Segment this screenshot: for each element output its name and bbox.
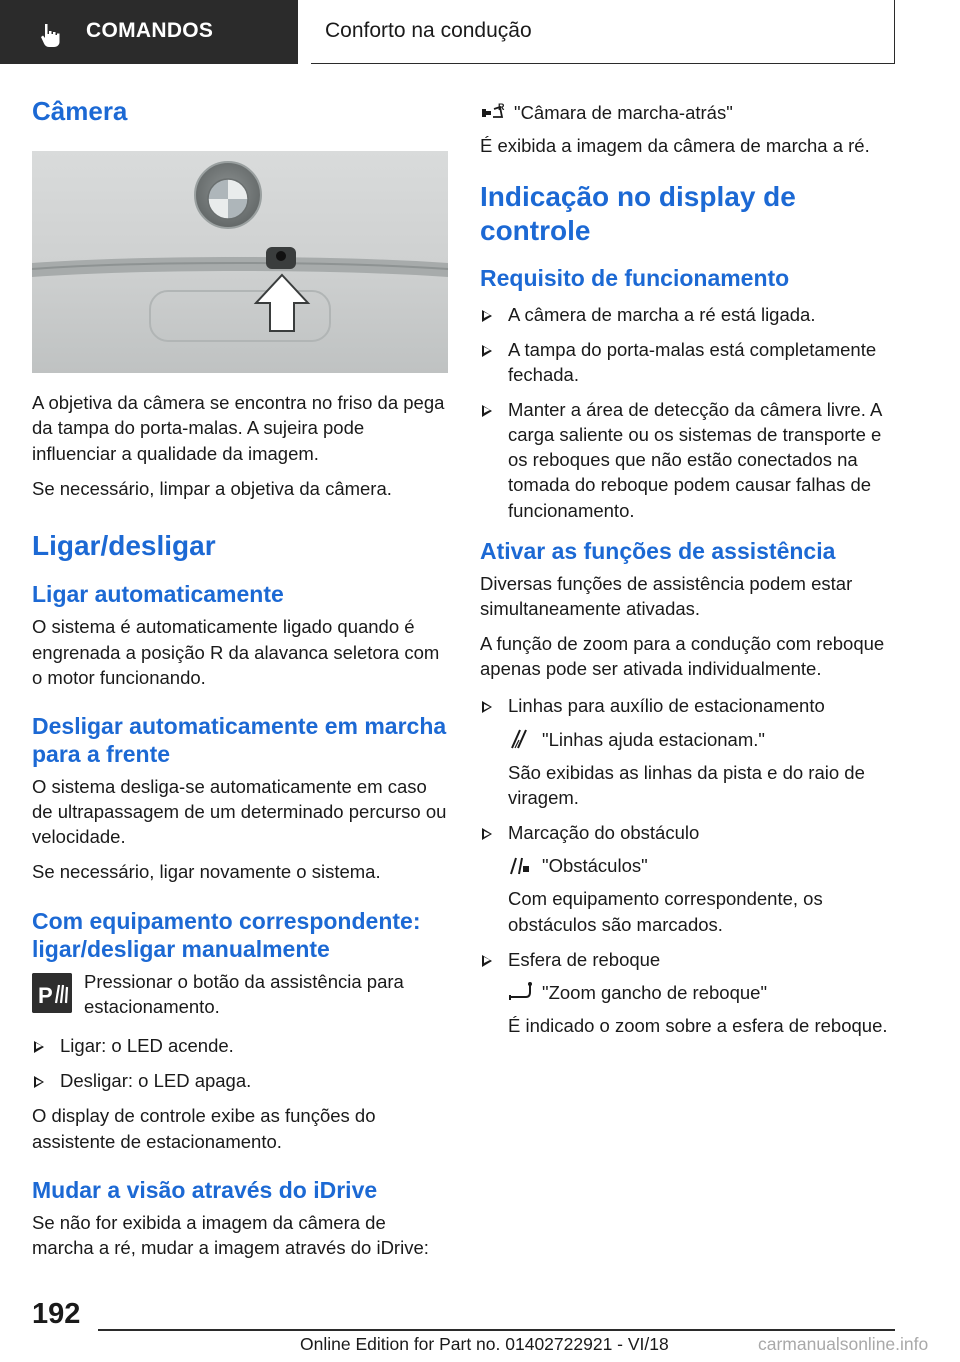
rear-camera-menu-line xyxy=(480,100,896,125)
right-column xyxy=(480,100,896,1048)
watermark: carmanualsonline.info xyxy=(758,1334,929,1354)
park-assist-button-row xyxy=(32,969,448,1019)
manual-led-list xyxy=(32,1033,448,1093)
tow-hitch-icon xyxy=(508,981,534,1003)
rear-camera-photo xyxy=(32,151,448,373)
list-item: Desligar: o LED apaga. xyxy=(32,1068,448,1093)
park-assist-button-text: Pressionar o botão da assistência para estacionamento. xyxy=(84,970,404,1017)
page-number: 192 xyxy=(32,1298,81,1330)
triangle-bullet-icon xyxy=(482,828,492,840)
feature-description: É indicado o zoom sobre a esfera de reboque. xyxy=(508,1015,888,1037)
assist-functions-list xyxy=(480,693,896,1038)
on-off-heading: Ligar/desligar xyxy=(32,529,216,561)
triangle-bullet-icon xyxy=(34,1041,44,1053)
assist-text-1: Diversas funções de assistência podem estar simultaneamente ativadas. xyxy=(480,572,853,619)
auto-on-text: O sistema é automaticamente ligado quando é engrenada a posição R da alavanca seletora com o motor funcionando. xyxy=(32,616,440,688)
auto-off-text: O sistema desliga-se automaticamente em caso de ultrapassagem de um determinado percurso ou velocidade. xyxy=(32,776,447,848)
parking-lines-icon xyxy=(508,728,534,750)
triangle-bullet-icon xyxy=(482,955,492,967)
feature-menu-label: "Zoom gancho de reboque" xyxy=(542,981,768,1003)
svg-text:R: R xyxy=(498,102,505,112)
list-item: A tampa do porta-malas está completamente fechada. xyxy=(480,337,896,387)
feature-description: Com equipamento correspondente, os obstáculos são marcados. xyxy=(508,888,823,935)
chapter-tab xyxy=(0,0,298,64)
rear-camera-text: É exibida a imagem da câmera de marcha a ré. xyxy=(480,135,870,157)
triangle-bullet-icon xyxy=(482,701,492,713)
camera-description: A objetiva da câmera se encontra no friso da pega da tampa do porta-malas. A sujeira pode influenciar a qualidade da imagem. xyxy=(32,392,445,464)
svg-text:P: P xyxy=(38,982,53,1008)
park-assist-button-icon xyxy=(32,973,72,1013)
camera-cleaning: Se necessário, limpar a objetiva da câmera. xyxy=(32,477,392,499)
list-item: Manter a área de detecção da câmera livre. A carga saliente ou os sistemas de transporte e os reboques que não estão conectados na tomada do reboque podem causar falhas de funcionamento. xyxy=(480,397,896,523)
rear-camera-icon xyxy=(480,101,506,123)
list-item: Ligar: o LED acende. xyxy=(32,1033,448,1058)
triangle-bullet-icon xyxy=(482,310,492,322)
camera-heading: Câmera xyxy=(32,96,128,126)
requirements-list xyxy=(480,302,896,523)
auto-off-reactivate: Se necessário, ligar novamente o sistema. xyxy=(32,861,381,883)
manual-heading: Com equipamento correspondente: ligar/desligar manualmente xyxy=(32,907,421,962)
footer-divider xyxy=(98,1329,895,1331)
auto-off-heading: Desligar automaticamente em marcha para a frente xyxy=(32,712,447,767)
display-heading: Indicação no display de controle xyxy=(480,181,796,246)
triangle-bullet-icon xyxy=(482,345,492,357)
auto-on-heading: Ligar automaticamente xyxy=(32,581,284,608)
obstacle-icon xyxy=(508,854,534,876)
hand-pointer-icon xyxy=(38,22,64,48)
feature-menu-label: "Obstáculos" xyxy=(542,855,648,877)
list-item: Esfera de reboque "Zoom gancho de reboque" É indicado o zoom sobre a esfera de reboque. xyxy=(480,947,896,1038)
triangle-bullet-icon xyxy=(482,405,492,417)
manual-display-text: O display de controle exibe as funções do assistente de estacionamento. xyxy=(32,1105,376,1152)
idrive-heading: Mudar a visão através do iDrive xyxy=(32,1176,378,1203)
chapter-title: COMANDOS xyxy=(86,19,214,42)
rear-camera-menu-label: "Câmara de marcha-atrás" xyxy=(514,102,733,123)
left-column xyxy=(32,96,448,1270)
feature-description: São exibidas as linhas da pista e do raio de viragem. xyxy=(508,761,865,808)
edition-note: Online Edition for Part no. 01402722921 - VI/18 xyxy=(300,1334,669,1354)
idrive-text: Se não for exibida a imagem da câmera de marcha a ré, mudar a imagem através do iDrive: xyxy=(32,1211,429,1258)
section-title: Conforto na condução xyxy=(325,19,532,42)
list-item: Marcação do obstáculo "Obstáculos" Com equipamento correspondente, os obstáculos são marcados. xyxy=(480,820,896,937)
requirements-heading: Requisito de funcionamento xyxy=(480,264,790,291)
assist-heading: Ativar as funções de assistência xyxy=(480,537,836,564)
assist-text-2: A função de zoom para a condução com reboque apenas pode ser ativada individualmente. xyxy=(480,633,885,680)
list-item: A câmera de marcha a ré está ligada. xyxy=(480,302,896,327)
list-item: Linhas para auxílio de estacionamento "Linhas ajuda estacionam." São exibidas as linhas da pista e do raio de viragem. xyxy=(480,693,896,810)
section-tab xyxy=(311,0,895,64)
triangle-bullet-icon xyxy=(34,1076,44,1088)
feature-menu-label: "Linhas ajuda estacionam." xyxy=(542,728,765,750)
